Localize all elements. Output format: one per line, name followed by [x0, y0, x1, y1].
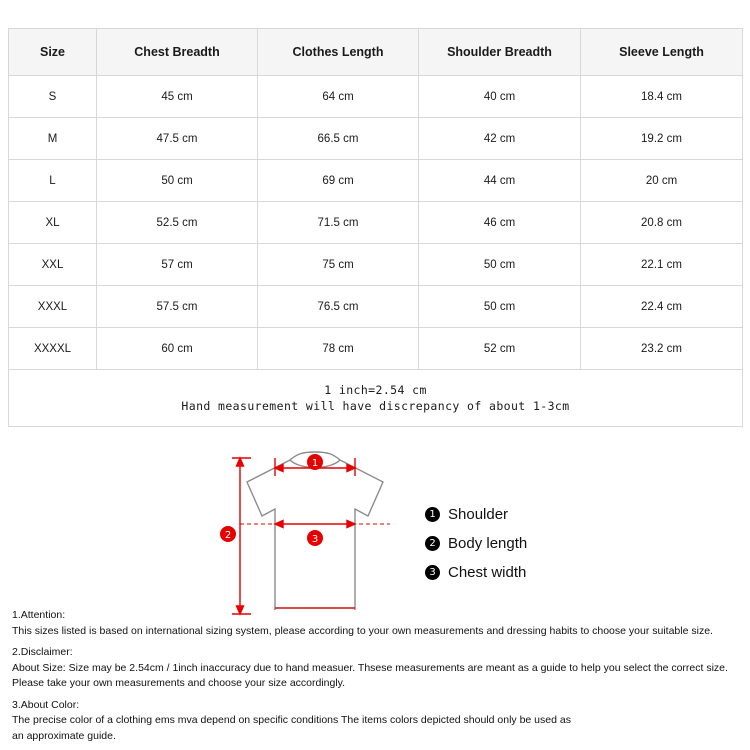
cell-chest-breadth: 47.5 cm [97, 118, 258, 160]
conversion-note-line2: Hand measurement will have discrepancy of about 1-3cm [181, 399, 570, 413]
cell-size: S [9, 76, 97, 118]
cell-shoulder-breadth: 50 cm [419, 244, 581, 286]
cell-clothes-length: 75 cm [258, 244, 419, 286]
size-table [8, 28, 743, 427]
cell-shoulder-breadth: 42 cm [419, 118, 581, 160]
table-row [9, 76, 743, 118]
legend-item-body-length [425, 535, 685, 552]
diagram-legend [425, 506, 685, 593]
cell-size: XXXL [9, 286, 97, 328]
disclaimer-body-line2: Please take your own measurements and choose your size accordingly. [12, 677, 346, 689]
cell-sleeve-length: 22.4 cm [581, 286, 743, 328]
cell-shoulder-breadth: 50 cm [419, 286, 581, 328]
cell-sleeve-length: 20 cm [581, 160, 743, 202]
cell-chest-breadth: 60 cm [97, 328, 258, 370]
table-row [9, 202, 743, 244]
table-header [9, 29, 743, 76]
legend-item-shoulder [425, 506, 685, 523]
table-row [9, 244, 743, 286]
legend-label-chest-width: Chest width [448, 564, 527, 581]
cell-size: XXL [9, 244, 97, 286]
svg-text:2: 2 [224, 530, 232, 541]
svg-text:3: 3 [311, 534, 319, 545]
legend-item-chest-width [425, 564, 685, 581]
legend-label-body-length: Body length [448, 535, 528, 552]
table-row [9, 328, 743, 370]
cell-clothes-length: 76.5 cm [258, 286, 419, 328]
cell-sleeve-length: 20.8 cm [581, 202, 743, 244]
cell-clothes-length: 78 cm [258, 328, 419, 370]
tshirt-illustration-icon [205, 436, 425, 626]
cell-shoulder-breadth: 52 cm [419, 328, 581, 370]
size-table-container [8, 28, 742, 427]
svg-text:1: 1 [311, 458, 319, 469]
cell-sleeve-length: 18.4 cm [581, 76, 743, 118]
column-header-chest-breadth: Chest Breadth [97, 29, 258, 76]
attention-body: This sizes listed is based on international sizing system, please according to your own measurements and dressing habits to choose your suitable size. [12, 624, 713, 637]
table-header-row [9, 29, 743, 76]
cell-clothes-length: 71.5 cm [258, 202, 419, 244]
cell-size: L [9, 160, 97, 202]
table-row [9, 160, 743, 202]
cell-size: XL [9, 202, 97, 244]
legend-label-shoulder: Shoulder [448, 506, 509, 523]
cell-chest-breadth: 52.5 cm [97, 202, 258, 244]
conversion-note [9, 370, 743, 427]
cell-shoulder-breadth: 46 cm [419, 202, 581, 244]
marker-1-shoulder [307, 454, 323, 470]
column-header-shoulder-breadth: Shoulder Breadth [419, 29, 581, 76]
legend-bullet-1-icon: 1 [425, 507, 440, 522]
table-body [9, 76, 743, 427]
color-heading: 3.About Color: [12, 698, 80, 711]
cell-chest-breadth: 50 cm [97, 160, 258, 202]
cell-size: XXXXL [9, 328, 97, 370]
table-row [9, 118, 743, 160]
color-body-line1: The precise color of a clothing ems mva depend on specific conditions The items colors depicted should only be used as [12, 714, 571, 726]
table-row [9, 286, 743, 328]
disclaimer-heading: 2.Disclaimer: [12, 646, 73, 658]
conversion-note-line1: 1 inch=2.54 cm [324, 383, 427, 397]
cell-clothes-length: 64 cm [258, 76, 419, 118]
column-header-clothes-length: Clothes Length [258, 29, 419, 76]
column-header-size: Size [9, 29, 97, 76]
cell-shoulder-breadth: 44 cm [419, 160, 581, 202]
legend-bullet-3-icon: 3 [425, 565, 440, 580]
cell-sleeve-length: 22.1 cm [581, 244, 743, 286]
measurement-diagram [0, 436, 750, 626]
disclaimer-body-line1: About Size: Size may be 2.54cm / 1inch inaccuracy due to hand measuer. Thsese measurements are meant as a guide to help you select the correct size. [12, 661, 728, 674]
cell-clothes-length: 66.5 cm [258, 118, 419, 160]
footer-notes [12, 608, 742, 744]
attention-heading: 1.Attention: [12, 609, 66, 621]
marker-2-body-length [220, 526, 236, 542]
marker-3-chest-width [307, 530, 323, 546]
cell-chest-breadth: 45 cm [97, 76, 258, 118]
cell-shoulder-breadth: 40 cm [419, 76, 581, 118]
column-header-sleeve-length: Sleeve Length [581, 29, 743, 76]
cell-chest-breadth: 57 cm [97, 244, 258, 286]
legend-bullet-2-icon: 2 [425, 536, 440, 551]
cell-chest-breadth: 57.5 cm [97, 286, 258, 328]
table-note-row [9, 370, 743, 427]
cell-size: M [9, 118, 97, 160]
color-body-line2: an approximate guide. [12, 729, 116, 742]
cell-sleeve-length: 23.2 cm [581, 328, 743, 370]
cell-clothes-length: 69 cm [258, 160, 419, 202]
cell-sleeve-length: 19.2 cm [581, 118, 743, 160]
